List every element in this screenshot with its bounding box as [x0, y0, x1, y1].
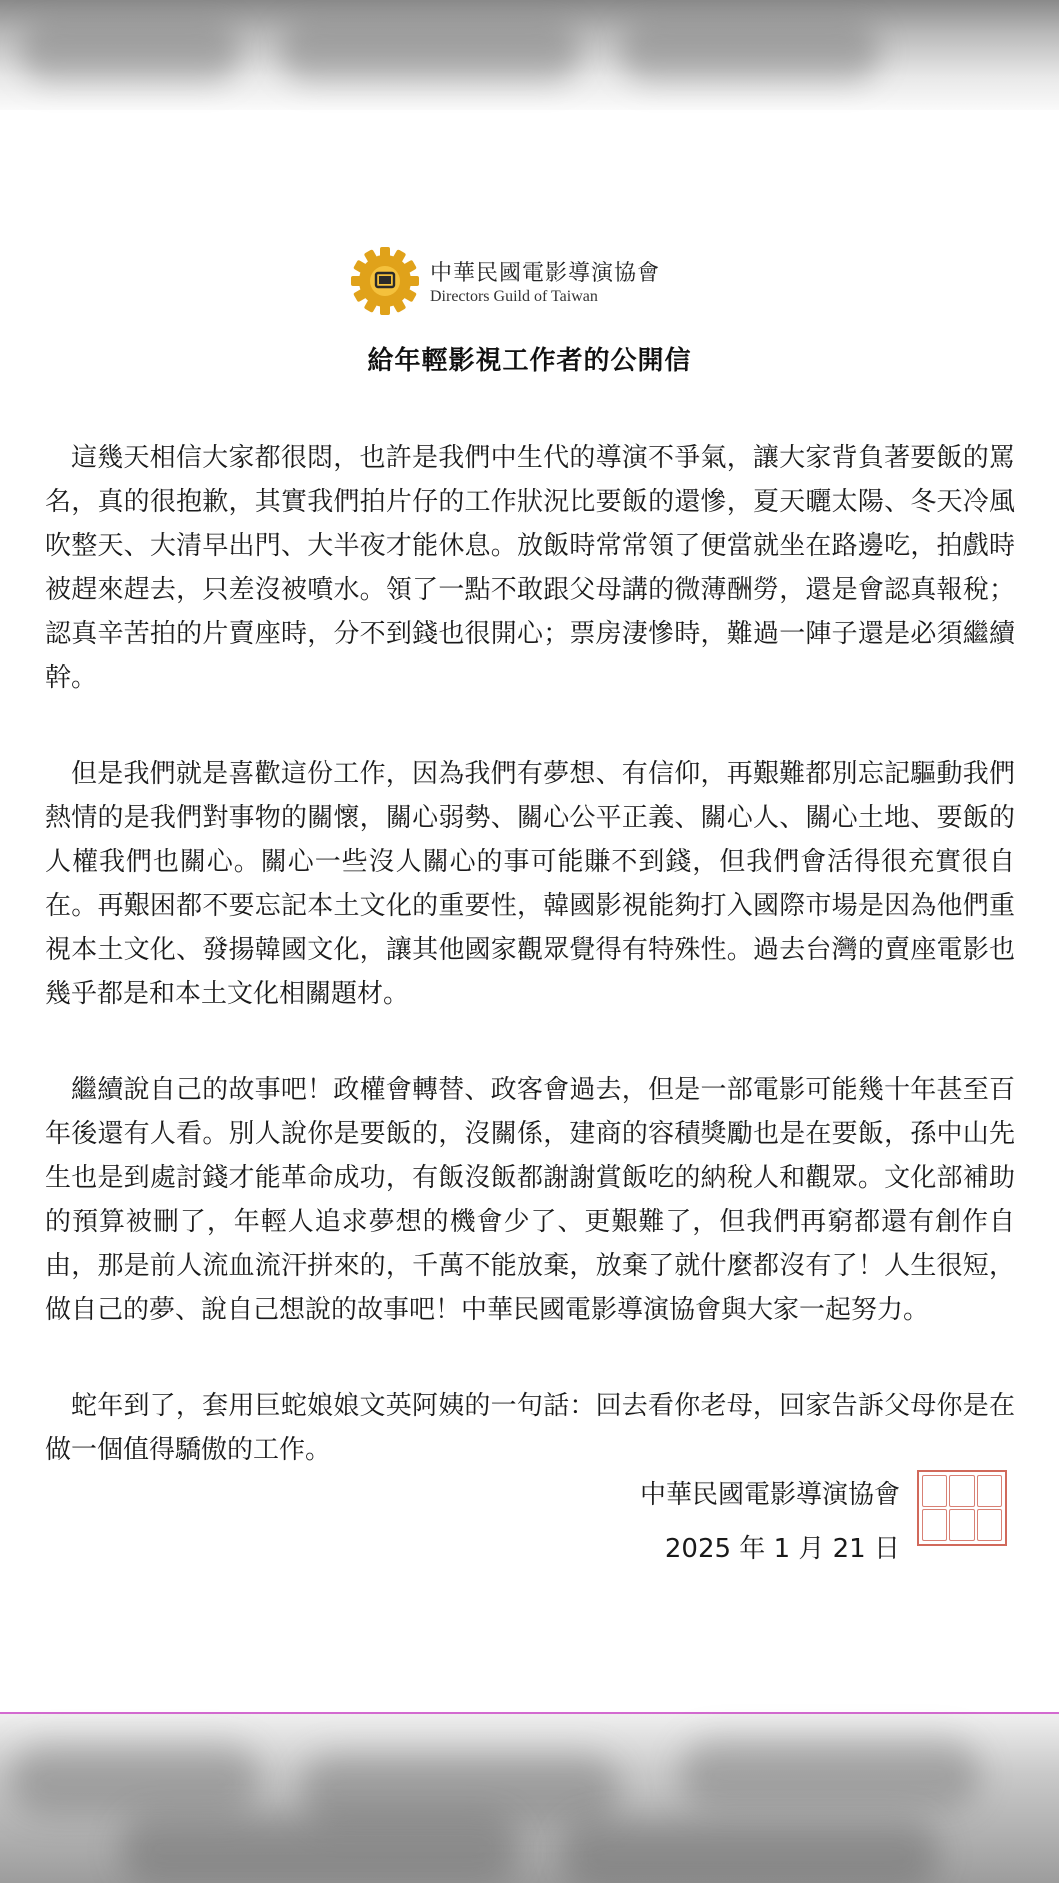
signature-block — [600, 1468, 900, 1576]
letter-body — [45, 436, 1015, 1524]
blurred-top-band — [0, 0, 1059, 110]
red-seal-stamp-icon — [917, 1470, 1007, 1546]
paragraph-4: 蛇年到了，套用巨蛇娘娘文英阿姨的一句話：回去看你老母，回家告訴父母你是在做一個值得驕傲的工作。 — [45, 1391, 1015, 1465]
gear-film-logo-icon — [350, 246, 420, 316]
letter-title: 給年輕影視工作者的公開信 — [367, 346, 692, 376]
org-name-english: Directors Guild of Taiwan — [430, 288, 598, 305]
signature-org: 中華民國電影導演協會 — [639, 1480, 900, 1510]
signature-date: 2025 年 1 月 21 日 — [664, 1534, 900, 1564]
paragraph-1: 這幾天相信大家都很悶，也許是我們中生代的導演不爭氣，讓大家背負著要飯的罵名，真的很抱歉，其實我們拍片仔的工作狀況比要飯的還慘，夏天曬太陽、冬天冷風吹整天、大清早出門、大半夜才能休息。放飯時常常領了便當就坐在路邊吃，拍戲時被趕來趕去，只差沒被噴水。領了一點不敢跟父母講的微薄酬勞，還是會認真報稅；認真辛苦拍的片賣座時，分不到錢也很開心；票房淒慘時，難過一陣子還是必須繼續幹。 — [45, 443, 1015, 693]
letterhead — [350, 246, 710, 318]
org-name-chinese: 中華民國電影導演協會 — [430, 261, 661, 286]
paragraph-3: 繼續說自己的故事吧！政權會轉替、政客會過去，但是一部電影可能幾十年甚至百年後還有人看。別人說你是要飯的，沒關係，建商的容積獎勵也是在要飯，孫中山先生也是到處討錢才能革命成功，有飯沒飯都謝謝賞飯吃的納稅人和觀眾。文化部補助的預算被刪了，年輕人追求夢想的機會少了、更艱難了，但我們再窮都還有創作自由，那是前人流血流汗拼來的，千萬不能放棄，放棄了就什麼都沒有了！人生很短，做自己的夢、說自己想說的故事吧！中華民國電影導演協會與大家一起努力。 — [45, 1075, 1015, 1325]
paragraph-2: 但是我們就是喜歡這份工作，因為我們有夢想、有信仰，再艱難都別忘記驅動我們熱情的是我們對事物的關懷，關心弱勢、關心公平正義、關心人、關心土地、要飯的人權我們也關心。關心一些沒人關心的事可能賺不到錢，但我們會活得很充實很自在。再艱困都不要忘記本土文化的重要性，韓國影視能夠打入國際市場是因為他們重視本土文化、發揚韓國文化，讓其他國家觀眾覺得有特殊性。過去台灣的賣座電影也幾乎都是和本土文化相關題材。 — [45, 759, 1015, 1009]
blurred-bottom-band — [0, 1712, 1059, 1883]
